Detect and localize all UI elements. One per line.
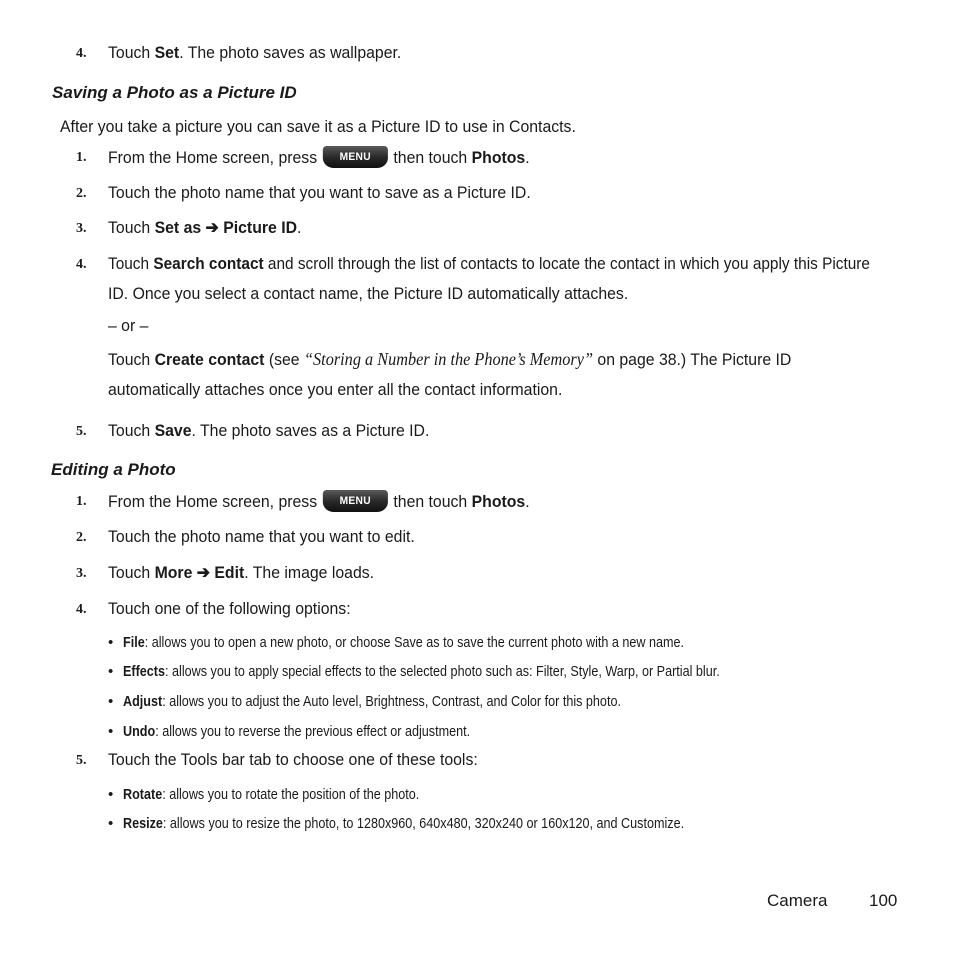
bullet-text: Effects: allows you to apply special effects to the selected photo such as: Filter, Style, Warp, or Partial blur. — [123, 663, 720, 680]
step-text-continued: ID. Once you select a contact name, the Picture ID automatically attaches. — [108, 284, 629, 303]
step-text: Touch the Tools bar tab to choose one of these tools: — [108, 750, 478, 769]
section-heading: Saving a Photo as a Picture ID — [52, 83, 297, 102]
step-text: Touch the photo name that you want to edit. — [108, 527, 415, 546]
step-text: Touch the photo name that you want to save as a Picture ID. — [108, 183, 531, 202]
or-separator: – or – — [108, 316, 149, 335]
footer-section-name: Camera — [767, 891, 828, 910]
intro-paragraph: After you take a picture you can save it as a Picture ID to use in Contacts. — [60, 117, 576, 136]
footer-page-number: 100 — [869, 891, 898, 910]
section-heading: Editing a Photo — [51, 460, 176, 479]
bullet-icon: • — [108, 724, 114, 740]
step-text: Touch More ➔ Edit. The image loads. — [108, 563, 375, 582]
bullet-text: Rotate: allows you to rotate the position of the photo. — [123, 786, 420, 803]
step-number: 1. — [76, 150, 87, 165]
bullet-icon: • — [108, 694, 114, 710]
bullet-text: File: allows you to open a new photo, or choose Save as to save the current photo with a new name. — [123, 634, 685, 651]
menu-key-icon: MENU — [323, 146, 388, 168]
bullet-text: Undo: allows you to reverse the previous effect or adjustment. — [123, 723, 471, 740]
step-text: Touch Search contact and scroll through the list of contacts to locate the contact in which you apply this Picture — [108, 254, 870, 273]
step-number: 3. — [76, 221, 87, 236]
alt-step-text: Touch Create contact (see “Storing a Number in the Phone’s Memory” on page 38.) The Picture ID — [108, 349, 792, 369]
bullet-text: Resize: allows you to resize the photo, to 1280x960, 640x480, 320x240 or 160x120, and Customize. — [123, 815, 685, 832]
cross-reference-link: “Storing a Number in the Phone’s Memory” — [303, 349, 594, 369]
bullet-text: Adjust: allows you to adjust the Auto level, Brightness, Contrast, and Color for this photo. — [123, 693, 621, 710]
step-text: Touch Set. The photo saves as wallpaper. — [108, 43, 402, 62]
step-text: From the Home screen, press MENU then touch Photos. — [108, 492, 530, 511]
step-text: Touch Save. The photo saves as a Picture ID. — [108, 421, 430, 440]
step-number: 1. — [76, 494, 87, 509]
alt-step-text-continued: automatically attaches once you enter all the contact information. — [108, 380, 563, 399]
step-number: 5. — [76, 753, 87, 768]
bullet-icon: • — [108, 816, 114, 832]
step-number: 4. — [76, 46, 87, 61]
step-text: Touch Set as ➔ Picture ID. — [108, 218, 302, 237]
step-text: Touch one of the following options: — [108, 599, 351, 618]
step-number: 4. — [76, 257, 87, 272]
bullet-icon: • — [108, 635, 114, 651]
step-number: 2. — [76, 530, 87, 545]
step-number: 3. — [76, 566, 87, 581]
step-number: 2. — [76, 186, 87, 201]
bullet-icon: • — [108, 787, 114, 803]
step-number: 5. — [76, 424, 87, 439]
step-number: 4. — [76, 602, 87, 617]
menu-key-icon: MENU — [323, 490, 388, 512]
bullet-icon: • — [108, 664, 114, 680]
step-text: From the Home screen, press MENU then touch Photos. — [108, 148, 530, 167]
